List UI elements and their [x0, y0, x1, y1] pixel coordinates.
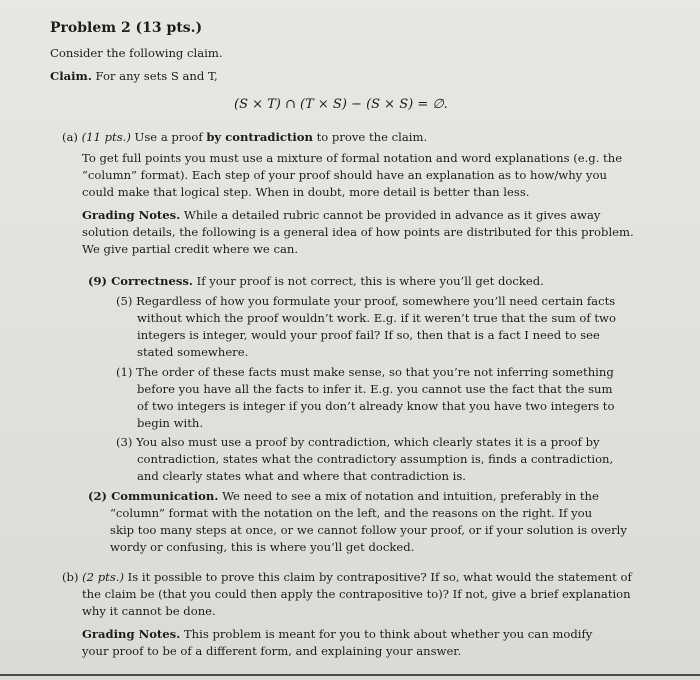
- instruction-line: could make that logical step. When in doubt, more detail is better than less.: [82, 185, 530, 199]
- correctness-text: If your proof is not correct, this is where you’ll get docked.: [196, 274, 544, 288]
- communication-line: wordy or confusing, this is where you’ll get docked.: [110, 540, 415, 554]
- part-b-heading: [62, 569, 632, 585]
- part-b-points: (2 pts.): [82, 570, 124, 584]
- communication-line: “column” format with the notation on the left, and the reasons on the right. If you: [110, 506, 593, 520]
- bottom-edge-divider: [0, 674, 700, 676]
- part-a-points: (11 pts.): [81, 130, 131, 144]
- part-b-grading-line: your proof to be of a different form, and explaining your answer.: [82, 644, 462, 658]
- criterion-1-line: (1) The order of these facts must make sense, so that you’re not inferring something: [116, 365, 614, 379]
- part-a-label: (a): [62, 130, 78, 144]
- criterion-1-line: before you have all the facts to infer it. E.g. you cannot use the fact that the sum: [137, 382, 613, 396]
- correctness-heading: [88, 273, 544, 289]
- criterion-3-line: and clearly states what and where that contradiction is.: [137, 469, 466, 483]
- part-b-grading-text: This problem is meant for you to think about whether you can modify: [183, 627, 593, 641]
- communication-line: skip too many steps at once, or we cannot follow your proof, or if your solution is overly: [110, 523, 627, 537]
- grading-notes-line: [82, 207, 600, 223]
- criterion-5-line: (5) Regardless of how you formulate your proof, somewhere you’ll need certain facts: [116, 294, 616, 308]
- criterion-1-line: begin with.: [137, 416, 204, 430]
- communication-heading: [88, 488, 599, 504]
- instruction-line: To get full points you must use a mixture of formal notation and word explanations (e.g. the: [82, 151, 623, 165]
- communication-text: We need to see a mix of notation and intuition, preferably in the: [222, 489, 599, 503]
- part-b-label: (b): [62, 570, 79, 584]
- claim-line: [50, 68, 218, 84]
- criterion-3-line: (3) You also must use a proof by contradiction, which clearly states it is a proof by: [116, 435, 600, 449]
- part-a-bold-term: by contradiction: [206, 130, 313, 144]
- instruction-line: “column” format). Each step of your proof should have an explanation as to how/why you: [82, 168, 607, 182]
- part-a-lead: Use a proof: [134, 130, 203, 144]
- part-b-question: Is it possible to prove this claim by contrapositive? If so, what would the statement of: [127, 570, 632, 584]
- part-b-line: the claim be (that you could then apply the contrapositive to)? If not, give a brief explanation: [82, 587, 631, 601]
- criterion-3-line: contradiction, states what the contradictory assumption is, finds a contradiction,: [137, 452, 614, 466]
- grading-notes-line: solution details, the following is a general idea of how points are distributed for this problem.: [82, 225, 634, 239]
- grading-notes-line: We give partial credit where we can.: [82, 242, 299, 256]
- part-b-grading-label: Grading Notes.: [82, 627, 181, 641]
- problem-title: Problem 2 (13 pts.): [50, 20, 203, 36]
- intro-text: Consider the following claim.: [50, 46, 223, 60]
- criterion-1-line: of two integers is integer if you don’t already know that you have two integers to: [137, 399, 615, 413]
- criterion-5-line: without which the proof wouldn’t work. E.g. if it weren’t true that the sum of two: [137, 311, 616, 325]
- grading-notes-text: While a detailed rubric cannot be provided in advance as it gives away: [183, 208, 601, 222]
- claim-label: Claim.: [50, 69, 92, 83]
- criterion-5-line: stated somewhere.: [137, 345, 249, 359]
- criterion-5-line: integers is integer, would your proof fail? If so, then that is a fact I need to see: [137, 328, 600, 342]
- claim-formula: (S × T) ∩ (T × S) − (S × S) = ∅.: [234, 97, 448, 112]
- communication-label: (2) Communication.: [88, 489, 219, 503]
- part-a-lead-end: to prove the claim.: [316, 130, 428, 144]
- part-a-heading: [62, 129, 427, 145]
- claim-text: For any sets S and T,: [95, 69, 218, 83]
- part-b-line: why it cannot be done.: [82, 604, 216, 618]
- correctness-label: (9) Correctness.: [88, 274, 193, 288]
- part-b-grading-line: [82, 626, 592, 642]
- grading-notes-label: Grading Notes.: [82, 208, 181, 222]
